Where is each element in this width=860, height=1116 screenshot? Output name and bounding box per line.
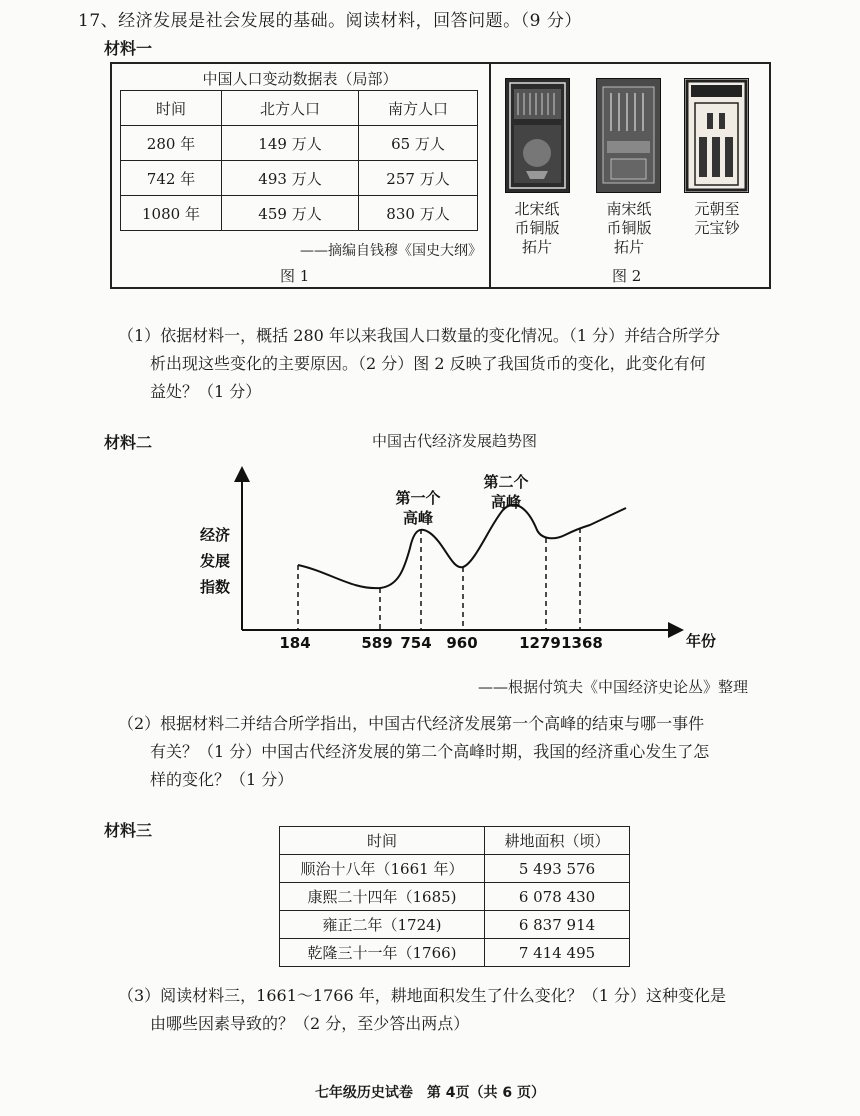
peak1-annotation: 高峰 — [402, 509, 434, 527]
header-cell: 时间 — [280, 827, 485, 855]
chart-title: 中国古代经济发展趋势图 — [372, 432, 538, 450]
table-row — [280, 911, 630, 939]
peak1-annotation: 第一个 — [395, 489, 441, 507]
material2-source: ——根据付筑夫《中国经济史论丛》整理 — [478, 678, 749, 696]
banknote-caption: 北宋纸 币铜版 拓片 — [514, 200, 560, 256]
tick-label: 1279 — [519, 634, 561, 652]
tick-label: 589 — [361, 634, 393, 652]
question1-text: （1）依据材料一，概括 280 年以来我国人口数量的变化情况。（1 分）并结合所学分 析出现这些变化的主要原因。（2 分）图 2 反映了我国货币的变化，此变化有何 益处？（1 分） — [118, 326, 721, 401]
table-cell: 顺治十八年（1661 年） — [280, 855, 485, 883]
y-axis-label: 经济 — [199, 526, 231, 544]
table-cell: 5 493 576 — [485, 855, 630, 883]
trend-curve — [298, 505, 626, 588]
table-cell: 7 414 495 — [485, 939, 630, 967]
table-cell: 830 万人 — [359, 196, 478, 231]
x-axis-label: 年份 — [686, 632, 717, 650]
material1-label: 材料一 — [104, 39, 153, 58]
header-cell: 北方人口 — [222, 91, 359, 126]
table-cell: 乾隆三十一年（1766) — [280, 939, 485, 967]
tick-label: 184 — [279, 634, 311, 652]
header-cell: 南方人口 — [359, 91, 478, 126]
peak2-annotation: 高峰 — [490, 493, 522, 511]
y-axis-label: 指数 — [199, 578, 231, 596]
y-axis-label: 发展 — [199, 552, 231, 570]
table-cell: 493 万人 — [222, 161, 359, 196]
table-cell: 280 年 — [121, 126, 222, 161]
tick-label: 1368 — [561, 634, 603, 652]
question3-text: （3）阅读材料三，1661～1766 年，耕地面积发生了什么变化？（1 分）这种变化是 由哪些因素导致的？（2 分，至少答出两点） — [118, 986, 726, 1033]
table-header-row — [280, 827, 630, 855]
header-cell: 耕地面积（顷） — [485, 827, 630, 855]
table-cell: 雍正二年（1724) — [280, 911, 485, 939]
table-cell: 257 万人 — [359, 161, 478, 196]
table-row — [280, 883, 630, 911]
table-cell: 65 万人 — [359, 126, 478, 161]
figure2-caption: 图 2 — [612, 267, 642, 285]
peak2-annotation: 第二个 — [483, 473, 529, 491]
banknote-caption: 南宋纸 币铜版 拓片 — [606, 200, 652, 256]
table-row — [280, 855, 630, 883]
question2-text: （2）根据材料二并结合所学指出，中国古代经济发展第一个高峰的结束与哪一事件 有关？（1 分）中国古代经济发展的第二个高峰时期，我国的经济重心发生了怎 样的变化？（1 分） — [118, 714, 710, 789]
question-title: 17、经济发展是社会发展的基础。阅读材料，回答问题。（9 分） — [78, 11, 582, 31]
table-cell: 6 078 430 — [485, 883, 630, 911]
material1-source: ——摘编自钱穆《国史大纲》 — [300, 243, 482, 259]
material3-label: 材料三 — [104, 821, 153, 840]
table-row — [280, 939, 630, 967]
tick-label: 754 — [400, 634, 432, 652]
table-cell: 6 837 914 — [485, 911, 630, 939]
farmland-table — [279, 826, 630, 967]
table-cell: 康熙二十四年（1685) — [280, 883, 485, 911]
header-cell: 时间 — [121, 91, 222, 126]
banknote-caption: 元朝至 元宝钞 — [694, 200, 740, 237]
table-cell: 1080 年 — [121, 196, 222, 231]
figure1-caption: 图 1 — [280, 267, 310, 285]
table-cell: 149 万人 — [222, 126, 359, 161]
page-footer: 七年级历史试卷 第 4页（共 6 页） — [314, 1085, 546, 1101]
table-cell: 459 万人 — [222, 196, 359, 231]
tick-label: 960 — [446, 634, 478, 652]
population-table-title: 中国人口变动数据表（局部） — [202, 70, 398, 88]
table-cell: 742 年 — [121, 161, 222, 196]
material2-label: 材料二 — [104, 433, 153, 452]
